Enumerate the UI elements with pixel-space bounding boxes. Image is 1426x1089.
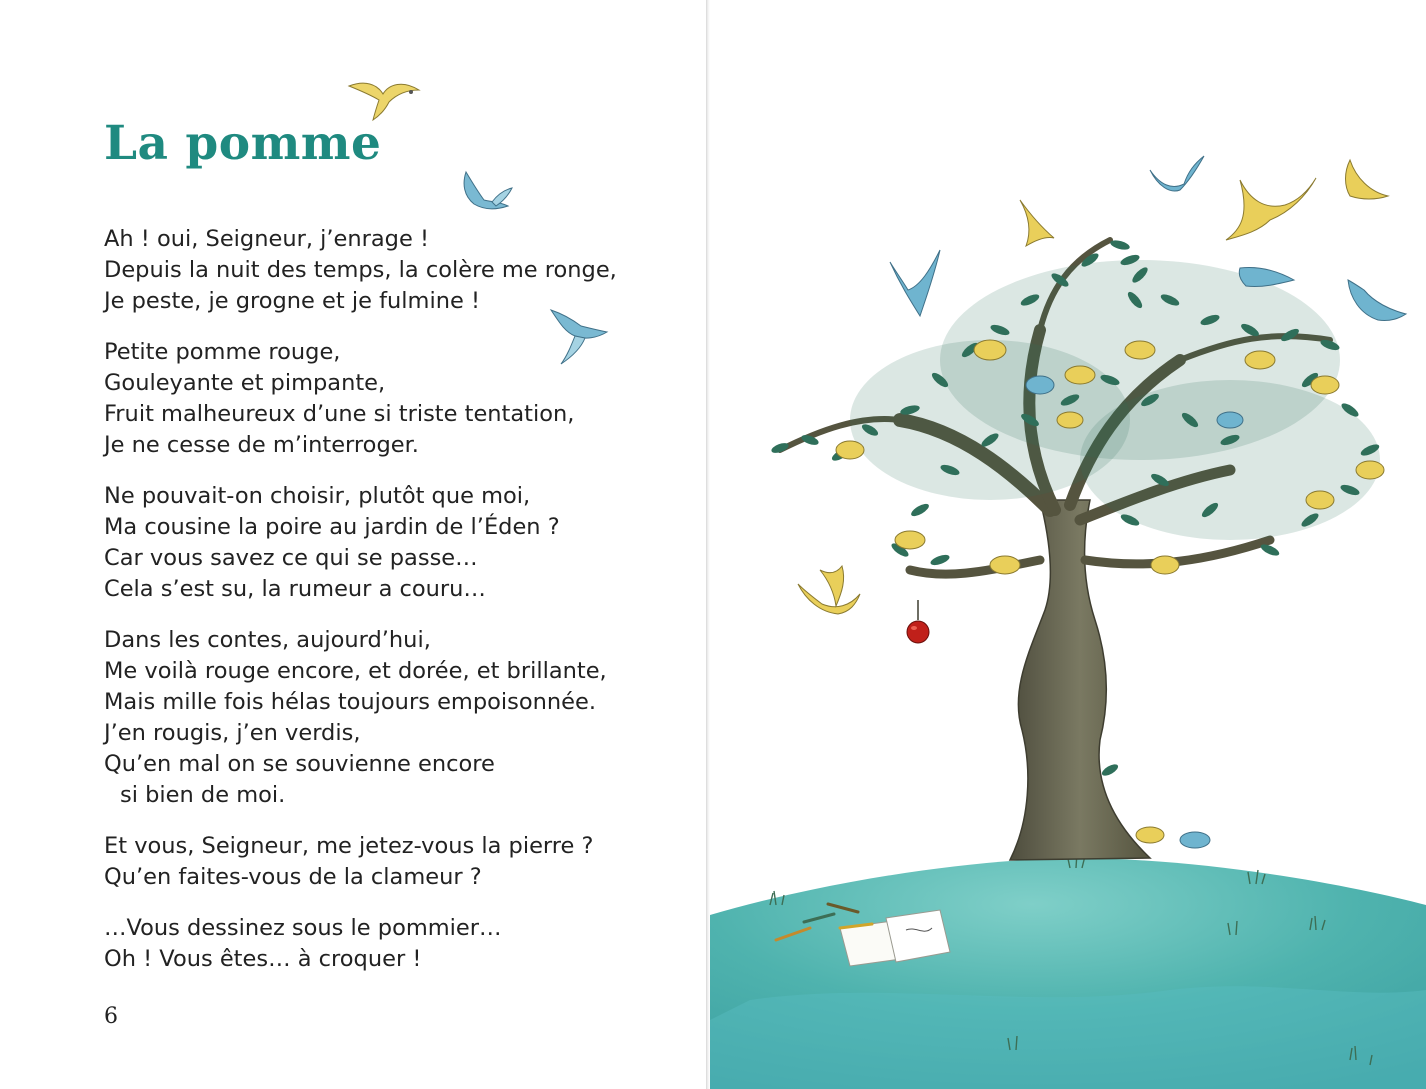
poem-line: Car vous savez ce qui se passe… — [104, 545, 478, 571]
poem-line: Cela s’est su, la rumeur a couru… — [104, 576, 486, 602]
right-page — [710, 0, 1426, 1089]
poem-line: Ah ! oui, Seigneur, j’enrage ! — [104, 226, 429, 252]
poem-line: Petite pomme rouge, — [104, 339, 341, 365]
poem-line: Fruit malheureux d’une si triste tentation, — [104, 401, 575, 427]
poem-line: Je peste, je grogne et je fulmine ! — [104, 288, 480, 314]
poem-line: Dans les contes, aujourd’hui, — [104, 627, 431, 653]
stanza — [104, 831, 664, 893]
tree-trunk — [1010, 500, 1150, 860]
poem-line: …Vous dessinez sous le pommier… — [104, 915, 502, 941]
yellow-bird-icon — [345, 76, 425, 124]
stanza — [104, 224, 664, 317]
poem-line: Et vous, Seigneur, me jetez-vous la pierre ? — [104, 833, 594, 859]
poem-line: Depuis la nuit des temps, la colère me ronge, — [104, 257, 617, 283]
poem-line: Oh ! Vous êtes… à croquer ! — [104, 946, 422, 972]
poem-title: La pomme — [104, 116, 382, 171]
tree-foliage — [850, 260, 1380, 540]
poem-line: Me voilà rouge encore, et dorée, et brillante, — [104, 658, 607, 684]
poem-line: J’en rougis, j’en verdis, — [104, 720, 361, 746]
poem-line: Ne pouvait-on choisir, plutôt que moi, — [104, 483, 531, 509]
left-page — [0, 0, 708, 1089]
stanza — [104, 337, 664, 461]
poem-line: si bien de moi. — [120, 782, 286, 808]
poem-line: Mais mille fois hélas toujours empoisonnée. — [104, 689, 596, 715]
apple-tree-illustration — [710, 0, 1426, 1089]
poem-body — [104, 224, 664, 995]
poem-line: Qu’en mal on se souvienne encore — [104, 751, 495, 777]
apple-icon — [907, 600, 929, 643]
poem-line: Je ne cesse de m’interroger. — [104, 432, 419, 458]
poem-line: Gouleyante et pimpante, — [104, 370, 386, 396]
stanza — [104, 481, 664, 605]
poem-line: Qu’en faites-vous de la clameur ? — [104, 864, 482, 890]
stanza — [104, 625, 664, 811]
poem-line: Ma cousine la poire au jardin de l’Éden ? — [104, 514, 560, 540]
blue-bird-icon — [452, 170, 516, 220]
page-number: 6 — [104, 1004, 118, 1029]
stanza — [104, 913, 664, 975]
